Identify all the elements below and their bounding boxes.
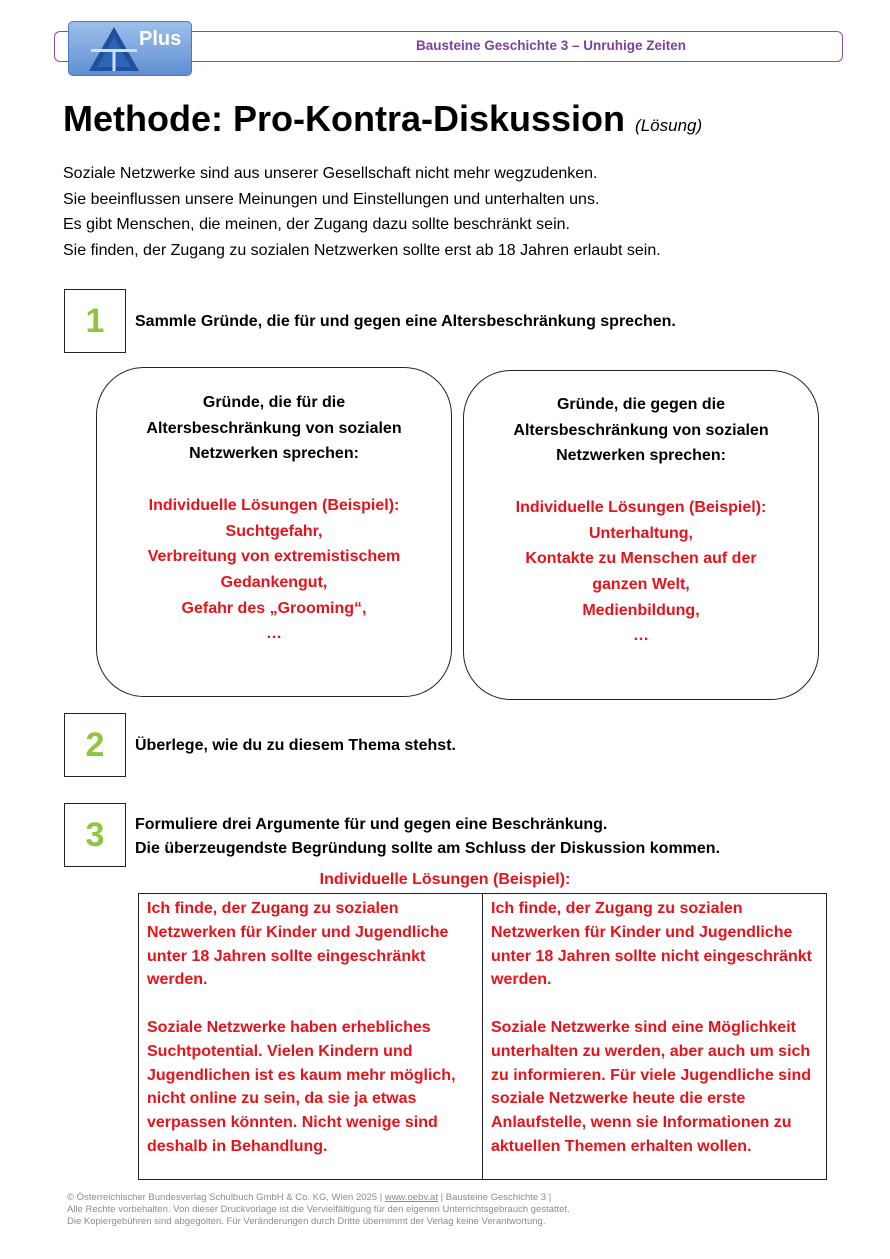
title-note: (Lösung) xyxy=(635,116,703,135)
solution-table xyxy=(138,893,827,1180)
contra-solution-line: Individuelle Lösungen (Beispiel): xyxy=(515,498,767,516)
pro-heading-line: Altersbeschränkung von sozialen xyxy=(146,419,402,437)
contra-solution-line: ganzen Welt, xyxy=(592,575,690,593)
contra-solution-line: Medienbildung, xyxy=(582,601,700,619)
footer-copyright: © Österreichischer Bundesverlag Schulbuch GmbH & Co. KG, Wien 2025 | xyxy=(67,1192,385,1203)
contra-heading-line: Altersbeschränkung von sozialen xyxy=(513,421,769,439)
pro-solution-line: Individuelle Lösungen (Beispiel): xyxy=(148,496,400,514)
contra-solution-line: … xyxy=(633,627,649,645)
task-line: Formuliere drei Argumente für und gegen eine Beschränkung. xyxy=(135,816,608,833)
contra-solution-line: Kontakte zu Menschen auf der xyxy=(525,550,757,568)
footer-line-2: Alle Rechte vorbehalten. Von dieser Druckvorlage ist die Vervielfältigung für den eigenen Unterrichtsgebrauch gestattet. xyxy=(67,1204,570,1215)
task-3-text xyxy=(135,813,720,861)
publisher-link[interactable]: www.oebv.at xyxy=(384,1192,438,1203)
pro-statement: Ich finde, der Zugang zu sozialen Netzwerken für Kinder und Jugendliche unter 18 Jahren sollte eingeschränkt werden. xyxy=(147,900,449,989)
contra-statement: Ich finde, der Zugang zu sozialen Netzwerken für Kinder und Jugendliche unter 18 Jahren sollte nicht eingeschränkt werden. xyxy=(491,900,812,989)
contra-reasons-box xyxy=(463,370,819,700)
intro-line: Soziale Netzwerke sind aus unserer Gesellschaft nicht mehr wegzudenken. xyxy=(63,165,598,182)
task-line: Überlege, wie du zu diesem Thema stehst. xyxy=(135,737,456,754)
footer-line-1 xyxy=(67,1192,857,1204)
task-number-2: 2 xyxy=(64,713,126,777)
page-title xyxy=(63,98,702,140)
footer-line-3: Die Kopiergebühren sind abgegolten. Für Veränderungen durch Dritte übernimmt der Verlag keine Verantwortung. xyxy=(67,1216,546,1227)
contra-heading-line: Netzwerken sprechen: xyxy=(556,447,726,465)
pro-reasons-box xyxy=(96,367,452,697)
pro-argument: Soziale Netzwerke haben erhebliches Suchtpotential. Vielen Kindern und Jugendlichen ist es kaum mehr möglich, nicht online zu sein, da sie ja etwas verpassen könnten. Nicht wenige sind deshalb in Behandlung. xyxy=(147,1018,456,1155)
pro-solution-line: Verbreitung von extremistischem xyxy=(147,548,401,566)
contra-solution xyxy=(464,495,818,649)
series-title: Bausteine Geschichte 3 – Unruhige Zeiten xyxy=(415,38,687,53)
pro-solution-line: Gedankengut, xyxy=(220,573,328,591)
contra-solution-line: Unterhaltung, xyxy=(589,524,693,542)
contra-argument: Soziale Netzwerke sind eine Möglichkeit unterhalten zu werden, aber auch um sich zu informieren. Für viele Jugendliche sind soziale Netzwerke heute die erste Anlaufstelle, wenn sie Informationen zu aktuellen Themen erhalten wollen. xyxy=(491,1018,812,1155)
pro-heading-line: Gründe, die für die xyxy=(202,394,346,411)
contra-heading xyxy=(464,392,818,469)
pro-solution-line: Suchtgefahr, xyxy=(225,522,323,540)
intro-line: Es gibt Menschen, die meinen, der Zugang dazu sollte beschränkt sein. xyxy=(63,216,570,233)
intro-text xyxy=(63,161,853,263)
pro-solution-line: Gefahr des „Grooming“, xyxy=(181,599,367,617)
solution-heading: Individuelle Lösungen (Beispiel): xyxy=(319,871,571,888)
pro-argument-cell xyxy=(139,894,483,1180)
task-2-text xyxy=(135,734,456,758)
task-number-3: 3 xyxy=(64,803,126,867)
footer xyxy=(67,1192,857,1228)
task-number-1: 1 xyxy=(64,289,126,353)
pro-heading xyxy=(97,390,451,467)
contra-heading-line: Gründe, die gegen die xyxy=(556,396,726,413)
title-main: Methode: Pro-Kontra-Diskussion xyxy=(63,98,626,139)
task-1-text xyxy=(135,310,676,334)
logo-text: Plus xyxy=(139,28,182,50)
table-row xyxy=(139,894,827,1180)
pro-heading-line: Netzwerken sprechen: xyxy=(189,445,359,463)
pro-solution-line: … xyxy=(266,625,282,643)
publisher-logo xyxy=(68,21,192,76)
footer-series: | Bausteine Geschichte 3 | xyxy=(437,1192,552,1203)
intro-line: Sie finden, der Zugang zu sozialen Netzwerken sollte erst ab 18 Jahren erlaubt sein. xyxy=(63,241,661,259)
contra-argument-cell xyxy=(483,894,827,1180)
pyramid-icon xyxy=(87,25,141,73)
task-line: Sammle Gründe, die für und gegen eine Altersbeschränkung sprechen. xyxy=(135,313,676,330)
pro-solution xyxy=(97,493,451,647)
intro-line: Sie beeinflussen unsere Meinungen und Einstellungen und unterhalten uns. xyxy=(63,190,600,208)
task-line: Die überzeugendste Begründung sollte am Schluss der Diskussion kommen. xyxy=(135,840,721,857)
